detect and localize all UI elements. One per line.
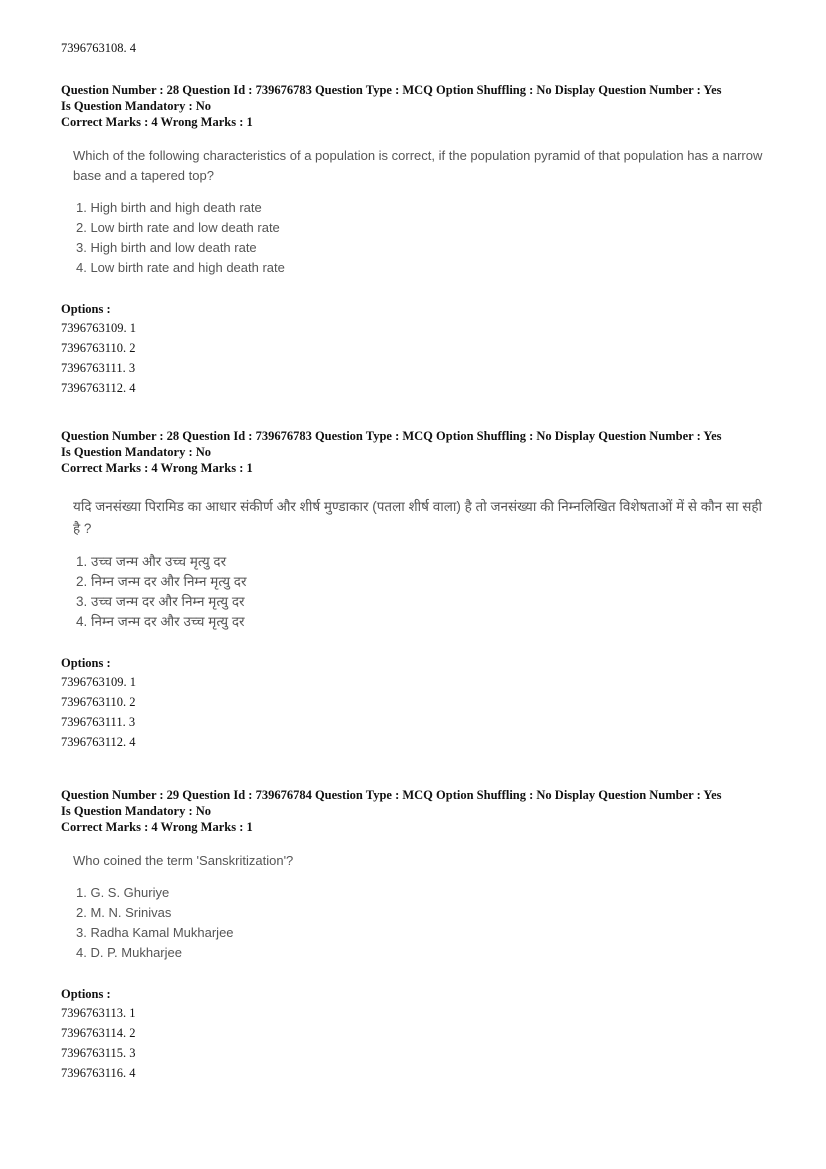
option-id-row: 7396763112. 4 [61, 735, 136, 749]
question-image [73, 496, 763, 632]
choice-list [73, 552, 763, 632]
choice-item: 3. Radha Kamal Mukharjee [76, 925, 234, 940]
question-block [61, 82, 781, 398]
choice-item: 4. निम्न जन्म दर और उच्च मृत्यु दर [76, 614, 245, 629]
option-id-row: 7396763109. 1 [61, 675, 136, 689]
option-id-row: 7396763114. 2 [61, 1026, 136, 1040]
options-label: Options : [61, 987, 111, 1001]
question-meta-line: Question Number : 28 Question Id : 739676783 Question Type : MCQ Option Shuffling : No Display Question Number : Yes [61, 83, 722, 97]
options-label: Options : [61, 302, 111, 316]
option-id-row: 7396763111. 3 [61, 715, 136, 729]
marks-line: Correct Marks : 4 Wrong Marks : 1 [61, 115, 253, 129]
option-id-row: 7396763113. 1 [61, 1006, 136, 1020]
option-id-row: 7396763110. 2 [61, 695, 136, 709]
option-id-row: 7396763116. 4 [61, 1066, 136, 1080]
question-meta [61, 82, 771, 130]
question-block [61, 428, 781, 752]
question-meta-line: Question Number : 28 Question Id : 739676783 Question Type : MCQ Option Shuffling : No Display Question Number : Yes [61, 429, 722, 443]
question-text: Which of the following characteristics of a population is correct, if the population pyramid of that population has a narrow base and a tapered top? [73, 148, 763, 183]
question-image [73, 146, 763, 278]
previous-option-line: 7396763108. 4 [61, 41, 136, 55]
question-meta-line: Question Number : 29 Question Id : 739676784 Question Type : MCQ Option Shuffling : No Display Question Number : Yes [61, 788, 722, 802]
choice-item: 2. Low birth rate and low death rate [76, 220, 280, 235]
choice-item: 1. उच्च जन्म और उच्च मृत्यु दर [76, 554, 227, 569]
question-text: Who coined the term 'Sanskritization'? [73, 853, 294, 868]
choice-item: 4. D. P. Mukharjee [76, 945, 182, 960]
choice-list [73, 198, 763, 278]
marks-line: Correct Marks : 4 Wrong Marks : 1 [61, 820, 253, 834]
question-block [61, 787, 781, 1083]
choice-list [73, 883, 763, 963]
question-meta [61, 787, 771, 835]
option-id-row: 7396763112. 4 [61, 381, 136, 395]
question-text: यदि जनसंख्या पिरामिड का आधार संकीर्ण और शीर्ष मुण्डाकार (पतला शीर्ष वाला) है तो जनसंख्या की निम्नलिखित विशेषताओं में से कौन सा सही है ? [73, 499, 763, 536]
choice-item: 4. Low birth rate and high death rate [76, 260, 285, 275]
choice-item: 3. उच्च जन्म दर और निम्न मृत्यु दर [76, 594, 245, 609]
option-id-row: 7396763109. 1 [61, 321, 136, 335]
choice-item: 3. High birth and low death rate [76, 240, 257, 255]
option-id-row: 7396763115. 3 [61, 1046, 136, 1060]
option-id-row: 7396763111. 3 [61, 361, 136, 375]
mandatory-line: Is Question Mandatory : No [61, 445, 212, 459]
marks-line: Correct Marks : 4 Wrong Marks : 1 [61, 461, 253, 475]
question-image [73, 851, 763, 963]
choice-item: 1. G. S. Ghuriye [76, 885, 170, 900]
mandatory-line: Is Question Mandatory : No [61, 804, 212, 818]
option-id-row: 7396763110. 2 [61, 341, 136, 355]
question-meta [61, 428, 771, 476]
options-label: Options : [61, 656, 111, 670]
choice-item: 2. निम्न जन्म दर और निम्न मृत्यु दर [76, 574, 247, 589]
choice-item: 2. M. N. Srinivas [76, 905, 172, 920]
mandatory-line: Is Question Mandatory : No [61, 99, 212, 113]
choice-item: 1. High birth and high death rate [76, 200, 262, 215]
